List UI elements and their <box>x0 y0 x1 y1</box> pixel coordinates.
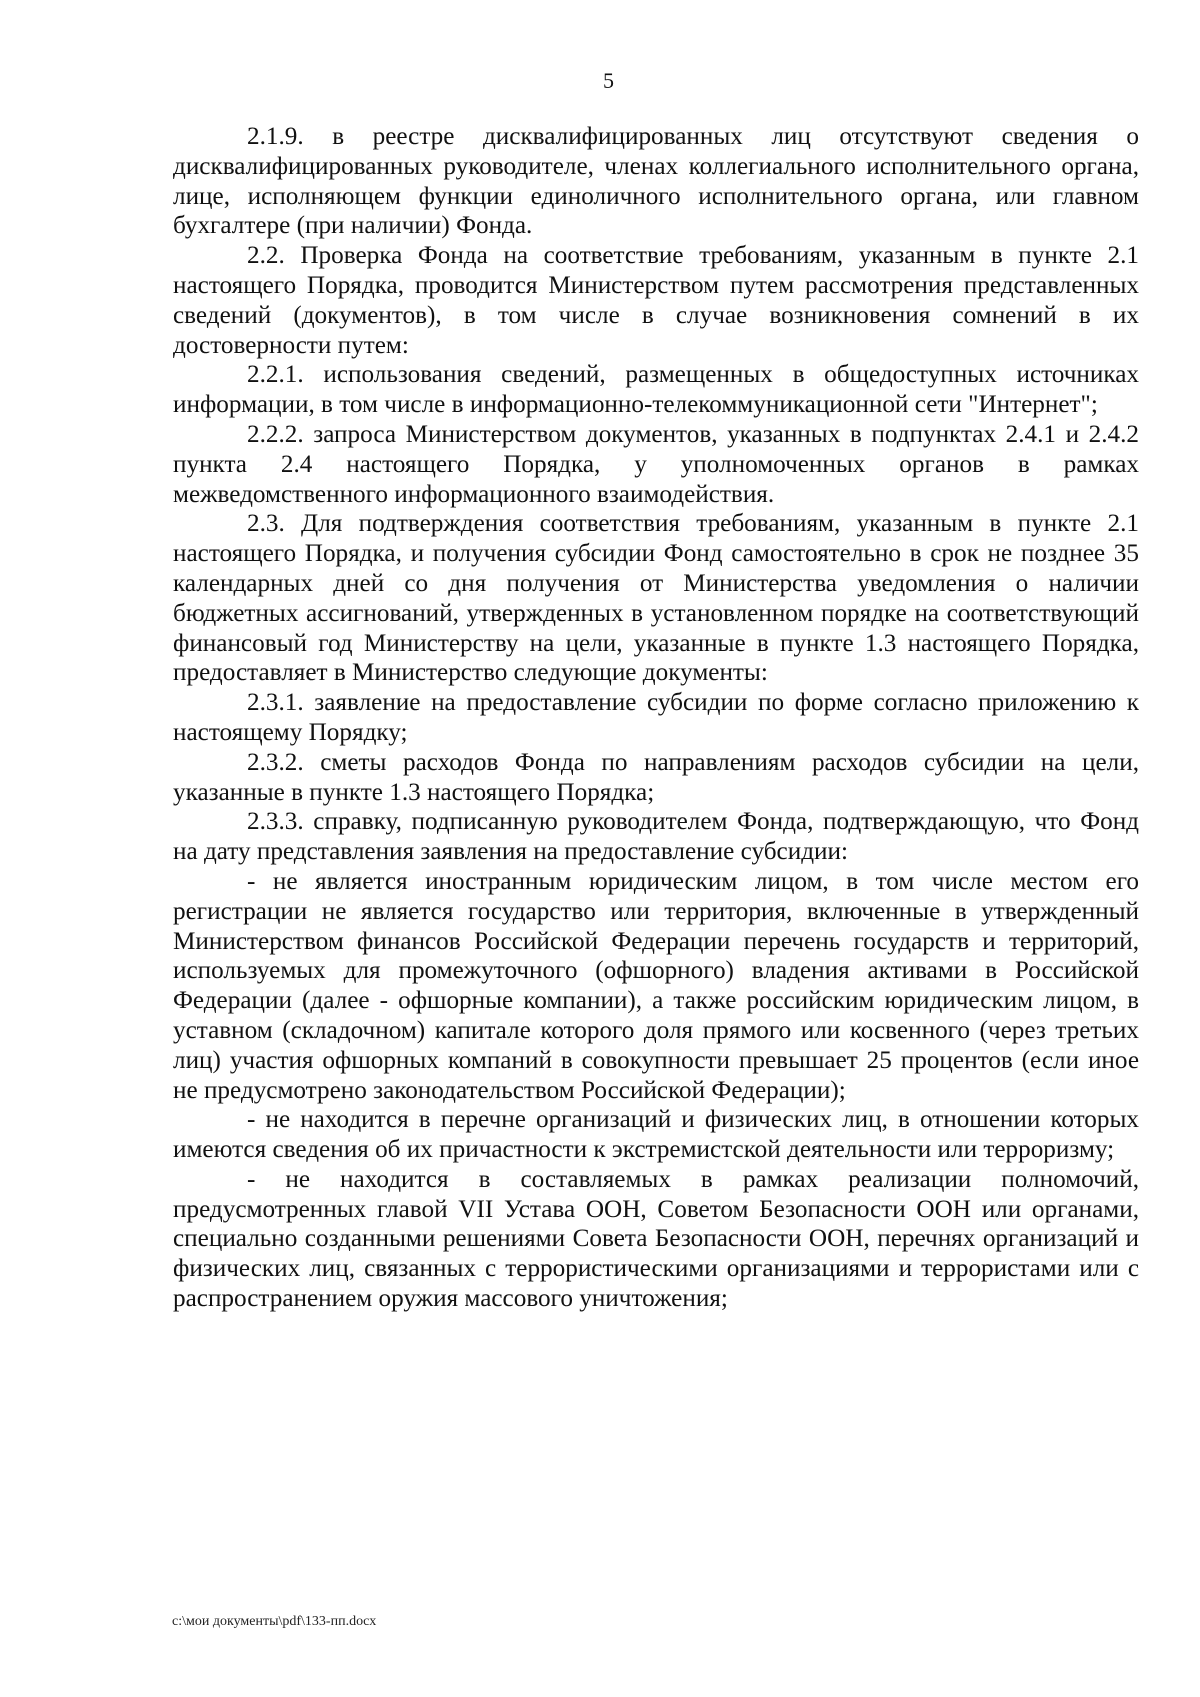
paragraph-2-1-9: 2.1.9. в реестре дисквалифицированных лиц отсутствуют сведения о дисквалифицированных руководителе, членах коллегиального исполнительного органа, лице, исполняющем функции единоличного исполнительного органа, или главном бухгалтере (при наличии) Фонда. <box>173 123 1139 240</box>
paragraph-2-3-3: 2.3.3. справку, подписанную руководителем Фонда, подтверждающую, что Фонд на дату представления заявления на предоставление субсидии: <box>173 808 1139 866</box>
list-item-extremism: - не находится в перечне организаций и физических лиц, в отношении которых имеются сведения об их причастности к экстремистской деятельности или терроризму; <box>173 1106 1139 1164</box>
list-item-un-lists: - не находится в составляемых в рамках реализации полномочий, предусмотренных главой VII Устава ООН, Советом Безопасности ООН или органами, специально созданными решениями Совета Безопасности ООН, перечнях организаций и физических лиц, связанных с террористическими организациями и террористами или с распространением оружия массового уничтожения; <box>173 1165 1139 1313</box>
document-body <box>173 122 1139 1314</box>
paragraph-2-3: 2.3. Для подтверждения соответствия требованиям, указанным в пункте 2.1 настоящего Порядка, и получения субсидии Фонд самостоятельно в срок не позднее 35 календарных дней со дня получения от Министерства уведомления о наличии бюджетных ассигнований, утвержденных в установленном порядке на соответствующий финансовый год Министерству на цели, указанные в пункте 1.3 настоящего Порядка, предоставляет в Министерство следующие документы: <box>173 510 1139 687</box>
paragraph-2-2-2: 2.2.2. запроса Министерством документов, указанных в подпунктах 2.4.1 и 2.4.2 пункта 2.4 настоящего Порядка, у уполномоченных органов в рамках межведомственного информационного взаимодействия. <box>173 420 1139 508</box>
paragraph-2-2-1: 2.2.1. использования сведений, размещенных в общедоступных источниках информации, в том числе в информационно-телекоммуникационной сети "Интернет"; <box>173 361 1139 419</box>
footer-file-path: c:\мои документы\pdf\133-пп.docx <box>172 1614 377 1629</box>
paragraph-2-3-2: 2.3.2. сметы расходов Фонда по направлениям расходов субсидии на цели, указанные в пункте 1.3 настоящего Порядка; <box>173 748 1139 806</box>
page-number: 5 <box>603 68 614 93</box>
paragraph-2-3-1: 2.3.1. заявление на предоставление субсидии по форме согласно приложению к настоящему Порядку; <box>173 689 1139 746</box>
paragraph-2-2: 2.2. Проверка Фонда на соответствие требованиям, указанным в пункте 2.1 настоящего Порядка, проводится Министерством путем рассмотрения представленных сведений (документов), в том числе в случае возникновения сомнений в их достоверности путем: <box>173 242 1139 359</box>
list-item-offshore: - не является иностранным юридическим лицом, в том числе местом его регистрации не является государство или территория, включенные в утвержденный Министерством финансов Российской Федерации перечень государств и территорий, используемых для промежуточного (офшорного) владения активами в Российской Федерации (далее - офшорные компании), а также российским юридическим лицом, в уставном (складочном) капитале которого доля прямого или косвенного (через третьих лиц) участия офшорных компаний в совокупности превышает 25 процентов (если иное не предусмотрено законодательством Российской Федерации); <box>173 867 1139 1104</box>
